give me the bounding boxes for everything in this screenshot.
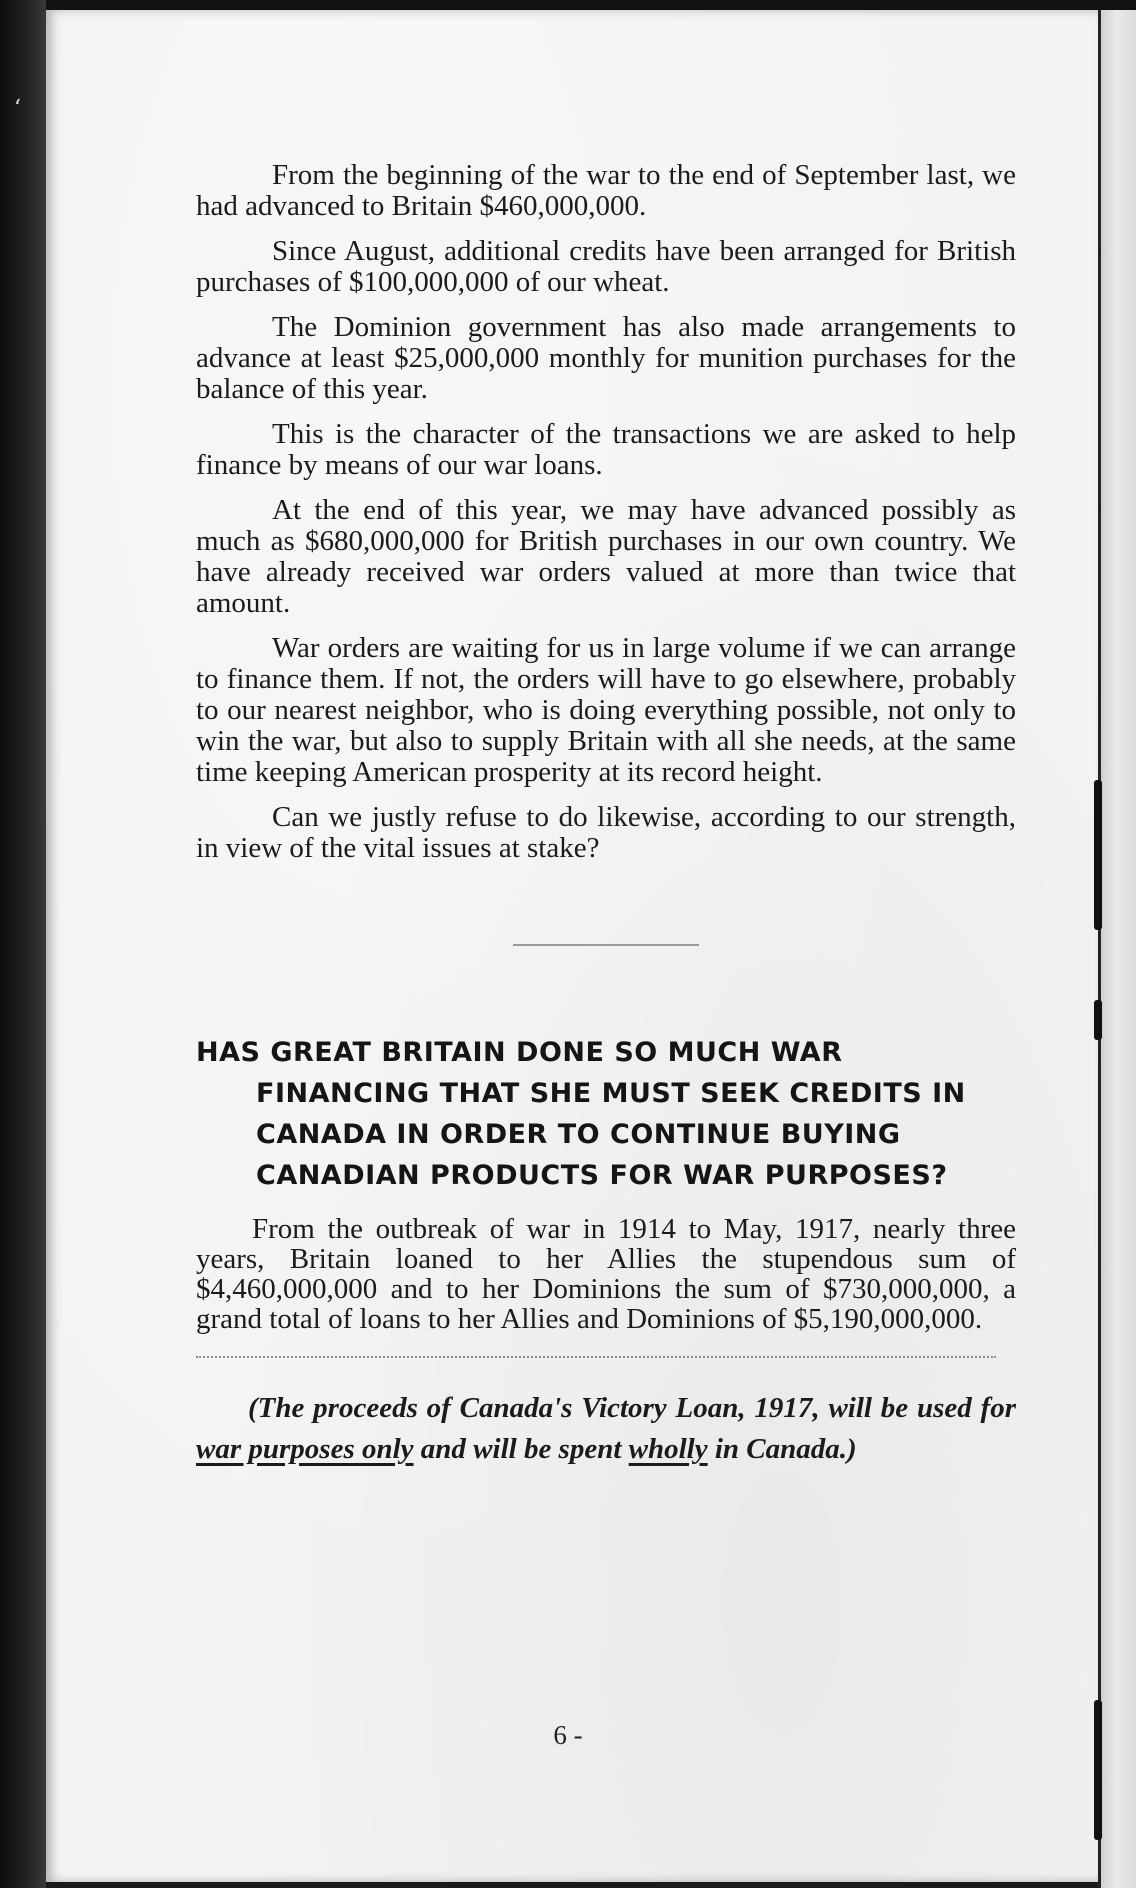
dotted-divider xyxy=(196,1356,996,1358)
section-heading: HAS GREAT BRITAIN DONE SO MUCH WAR FINANCING THAT SHE MUST SEEK CREDITS IN CANADA IN ORDER TO CONTINUE BUYING CANADIAN PRODUCTS FOR WAR PURPOSES? xyxy=(196,1037,966,1191)
section-paragraph: From the outbreak of war in 1914 to May, 1917, nearly three years, Britain loaned to her Allies the stupendous sum of $4,460,000,000 and to her Dominions the sum of $730,000,000, a grand total of loans to her Allies and Dominions of $5,190,000,000. xyxy=(196,1213,1016,1335)
body-paragraph: Can we justly refuse to do likewise, according to our strength, in view of the vital issues at stake? xyxy=(196,801,1016,864)
section-divider xyxy=(513,944,699,946)
note-underlined-text: war purposes only xyxy=(196,1433,414,1465)
body-paragraph: This is the character of the transactions we are asked to help finance by means of our war loans. xyxy=(196,418,1016,481)
note-underlined-text: wholly xyxy=(628,1433,708,1465)
body-paragraph: At the end of this year, we may have advanced possibly as much as $680,000,000 for British purchases in our own country. We have already received war orders valued at more than twice that amount. xyxy=(196,494,1016,619)
body-paragraph: The Dominion government has also made arrangements to advance at least $25,000,000 monthly for munition purchases for the balance of this year. xyxy=(196,311,1016,405)
scan-speck: ‘ xyxy=(14,96,21,121)
page-number: 6 - xyxy=(553,1720,583,1750)
victory-loan-note xyxy=(196,1388,1016,1470)
body-paragraph: From the beginning of the war to the end of September last, we had advanced to Britain $460,000,000. xyxy=(196,159,1016,222)
scan-left-border xyxy=(0,0,46,1888)
page-content xyxy=(196,160,1016,1470)
body-paragraph: War orders are waiting for us in large volume if we can arrange to finance them. If not, the orders will have to go elsewhere, probably to our nearest neighbor, who is doing everything possible, not only to win the war, but also to supply Britain with all she needs, at the same time keeping American prosperity at its record height. xyxy=(196,632,1016,788)
fold-shadow-mark xyxy=(1094,1000,1102,1040)
body-paragraph: Since August, additional credits have been arranged for British purchases of $100,000,000 of our wheat. xyxy=(196,235,1016,298)
note-text: in Canada.) xyxy=(707,1433,857,1465)
note-text: and will be spent xyxy=(413,1433,629,1465)
fold-shadow-mark xyxy=(1094,780,1102,930)
page-fold-edge xyxy=(1098,10,1136,1888)
note-text: (The proceeds of Canada's Victory Loan, 1917, will be used for xyxy=(248,1392,1016,1424)
